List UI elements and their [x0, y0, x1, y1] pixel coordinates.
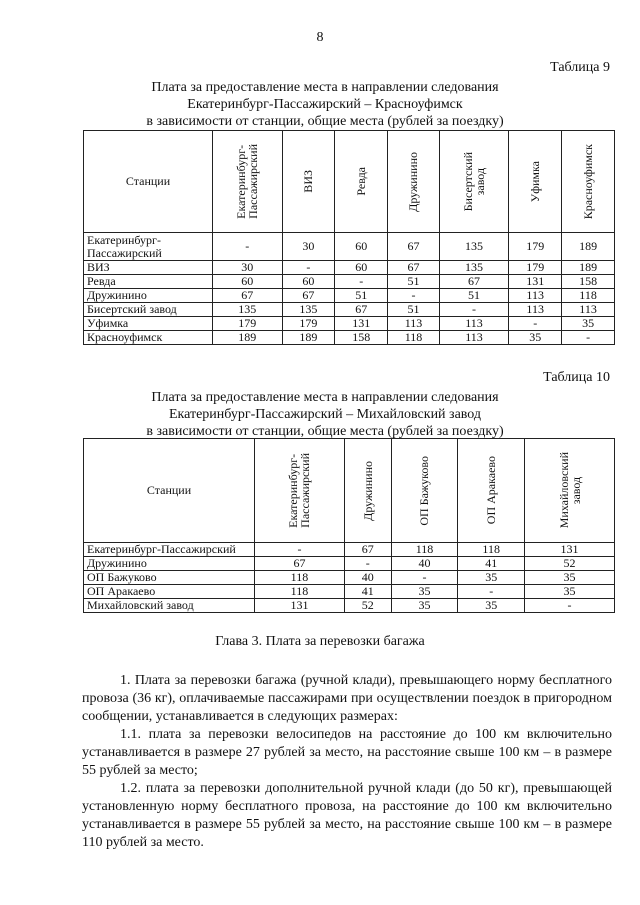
fare-cell: 118 [562, 289, 615, 303]
fare-cell: 35 [562, 317, 615, 331]
fare-cell: 60 [213, 275, 283, 289]
fare-cell: 179 [509, 233, 562, 261]
fare-cell: 51 [388, 303, 440, 317]
table-row [84, 289, 615, 303]
table-row [84, 261, 615, 275]
fare-cell: - [388, 289, 440, 303]
table9-col-header [509, 131, 562, 233]
fare-cell: 131 [255, 599, 345, 613]
fare-cell: 40 [391, 557, 458, 571]
fare-cell: 113 [388, 317, 440, 331]
table10-caption-line: в зависимости от станции, общие места (рублей за поездку) [146, 424, 504, 439]
table-row [84, 331, 615, 345]
table10-label: Таблица 10 [543, 370, 610, 385]
fare-cell: - [562, 331, 615, 345]
fare-cell: 41 [458, 557, 525, 571]
table10-caption-line: Екатеринбург-Пассажирский – Михайловский завод [168, 407, 482, 422]
paragraph-1-1: 1.1. плата за перевозки велосипедов на расстояние до 100 км включительно устанавливается в размере 27 рублей за место, на расстояние свыше 100 км – в размере 55 рублей за место; [82, 727, 612, 778]
table9-col-header-text: Дружинино [406, 151, 421, 212]
table10-col-header-text: Михайловский завод [556, 452, 583, 529]
fare-cell: 30 [282, 233, 335, 261]
fare-cell: 52 [344, 599, 391, 613]
fare-cell: 189 [213, 331, 283, 345]
table-row [84, 543, 615, 557]
table9-col-header [213, 131, 283, 233]
table10-corner-header: Станции [84, 439, 255, 543]
table9 [83, 130, 615, 345]
fare-cell: - [213, 233, 283, 261]
station-name: ОП Бажуково [84, 571, 255, 585]
table-row [84, 317, 615, 331]
station-name: Дружинино [84, 289, 213, 303]
fare-cell: 118 [458, 543, 525, 557]
fare-cell: 131 [525, 543, 615, 557]
table10-col-header [458, 439, 525, 543]
station-name: Дружинино [84, 557, 255, 571]
fare-cell: 67 [344, 543, 391, 557]
fare-cell: - [255, 543, 345, 557]
table9-col-header-text: Красноуфимск [581, 143, 596, 220]
fare-cell: 60 [335, 261, 388, 275]
fare-cell: 113 [509, 289, 562, 303]
fare-cell: 67 [388, 261, 440, 275]
table9-col-header-text: Бисертский завод [461, 151, 488, 212]
fare-cell: - [525, 599, 615, 613]
table10 [83, 438, 615, 613]
table9-col-header-text: Уфимка [528, 160, 543, 203]
fare-cell: 67 [335, 303, 388, 317]
fare-cell: 51 [335, 289, 388, 303]
fare-cell: 30 [213, 261, 283, 275]
table10-col-header-text: Екатеринбург- Пассажирский [286, 453, 313, 528]
fare-cell: - [344, 557, 391, 571]
station-name: Ревда [84, 275, 213, 289]
table-row [84, 599, 615, 613]
table10-col-header [391, 439, 458, 543]
table-row [84, 275, 615, 289]
table-row [84, 585, 615, 599]
fare-cell: 35 [391, 599, 458, 613]
table10-caption [80, 389, 570, 440]
fare-cell: 60 [282, 275, 335, 289]
table-row [84, 303, 615, 317]
table9-caption-line: в зависимости от станции, общие места (рублей за поездку) [146, 114, 504, 129]
fare-cell: 131 [509, 275, 562, 289]
table-row [84, 233, 615, 261]
table9-col-header [388, 131, 440, 233]
paragraph-1: 1. Плата за перевозки багажа (ручной клади), превышающего норму бесплатного провоза (36 кг), оплачиваемые пассажирами при осуществлении поездок в пригородном сообщении, устанавливается в следующих размерах: [82, 673, 612, 724]
fare-cell: 67 [213, 289, 283, 303]
fare-cell: 158 [562, 275, 615, 289]
fare-cell: 51 [439, 289, 509, 303]
table10-col-header-text: Дружинино [360, 460, 375, 521]
fare-cell: 35 [458, 571, 525, 585]
fare-cell: 67 [282, 289, 335, 303]
table9-col-header [439, 131, 509, 233]
fare-cell: - [439, 303, 509, 317]
station-name: Екатеринбург- Пассажирский [84, 233, 213, 261]
station-name: Уфимка [84, 317, 213, 331]
table9-col-header-text: ВИЗ [301, 170, 316, 193]
fare-cell: 67 [439, 275, 509, 289]
fare-cell: 40 [344, 571, 391, 585]
table9-col-header [282, 131, 335, 233]
page-number: 8 [316, 30, 324, 45]
fare-cell: 135 [439, 261, 509, 275]
fare-cell: 189 [282, 331, 335, 345]
table10-col-header-text: ОП Бажуково [417, 455, 432, 526]
fare-cell: 118 [255, 571, 345, 585]
fare-cell: 51 [388, 275, 440, 289]
table10-col-header [344, 439, 391, 543]
fare-cell: 35 [458, 599, 525, 613]
fare-cell: 41 [344, 585, 391, 599]
fare-cell: 135 [439, 233, 509, 261]
fare-cell: 158 [335, 331, 388, 345]
fare-cell: 113 [509, 303, 562, 317]
fare-cell: 118 [391, 543, 458, 557]
table9-label: Таблица 9 [550, 60, 610, 75]
fare-cell: 189 [562, 261, 615, 275]
fare-cell: 135 [282, 303, 335, 317]
fare-cell: - [391, 571, 458, 585]
fare-cell: 118 [255, 585, 345, 599]
fare-cell: 35 [525, 571, 615, 585]
fare-cell: - [509, 317, 562, 331]
table10-col-header [255, 439, 345, 543]
station-name: Красноуфимск [84, 331, 213, 345]
table10-caption-line: Плата за предоставление места в направлении следования [151, 390, 499, 405]
table9-col-header [335, 131, 388, 233]
fare-cell: 113 [562, 303, 615, 317]
table9-col-header [562, 131, 615, 233]
fare-cell: - [335, 275, 388, 289]
table-row [84, 571, 615, 585]
fare-cell: 189 [562, 233, 615, 261]
table-row [84, 557, 615, 571]
fare-cell: 113 [439, 331, 509, 345]
fare-cell: - [458, 585, 525, 599]
fare-cell: 179 [213, 317, 283, 331]
fare-cell: 35 [509, 331, 562, 345]
fare-cell: - [282, 261, 335, 275]
fare-cell: 35 [391, 585, 458, 599]
fare-cell: 113 [439, 317, 509, 331]
station-name: ОП Аракаево [84, 585, 255, 599]
fare-cell: 52 [525, 557, 615, 571]
station-name: Бисертский завод [84, 303, 213, 317]
table9-caption-line: Плата за предоставление места в направлении следования [151, 80, 499, 95]
fare-cell: 118 [388, 331, 440, 345]
fare-cell: 131 [335, 317, 388, 331]
table9-caption-line: Екатеринбург-Пассажирский – Красноуфимск [187, 97, 463, 112]
table9-col-header-text: Ревда [354, 167, 369, 196]
fare-cell: 60 [335, 233, 388, 261]
fare-cell: 67 [388, 233, 440, 261]
table9-col-header-text: Екатеринбург- Пассажирский [234, 144, 261, 219]
table10-col-header [525, 439, 615, 543]
station-name: Екатеринбург-Пассажирский [84, 543, 255, 557]
table10-col-header-text: ОП Аракаево [484, 456, 499, 525]
station-name: ВИЗ [84, 261, 213, 275]
table9-corner-header: Станции [84, 131, 213, 233]
fare-cell: 135 [213, 303, 283, 317]
fare-cell: 179 [282, 317, 335, 331]
fare-cell: 179 [509, 261, 562, 275]
fare-cell: 35 [525, 585, 615, 599]
table9-caption [80, 79, 570, 130]
fare-cell: 67 [255, 557, 345, 571]
body-text [82, 672, 612, 852]
station-name: Михайловский завод [84, 599, 255, 613]
chapter-title: Глава 3. Плата за перевозки багажа [215, 634, 425, 649]
paragraph-1-2: 1.2. плата за перевозки дополнительной ручной клади (до 50 кг), превышающей установленную норму бесплатного провоза, на расстояние до 100 км включительно устанавливается в размере 55 рублей за место, на расстояние свыше 100 км – в размере 110 рублей за место. [82, 781, 612, 850]
